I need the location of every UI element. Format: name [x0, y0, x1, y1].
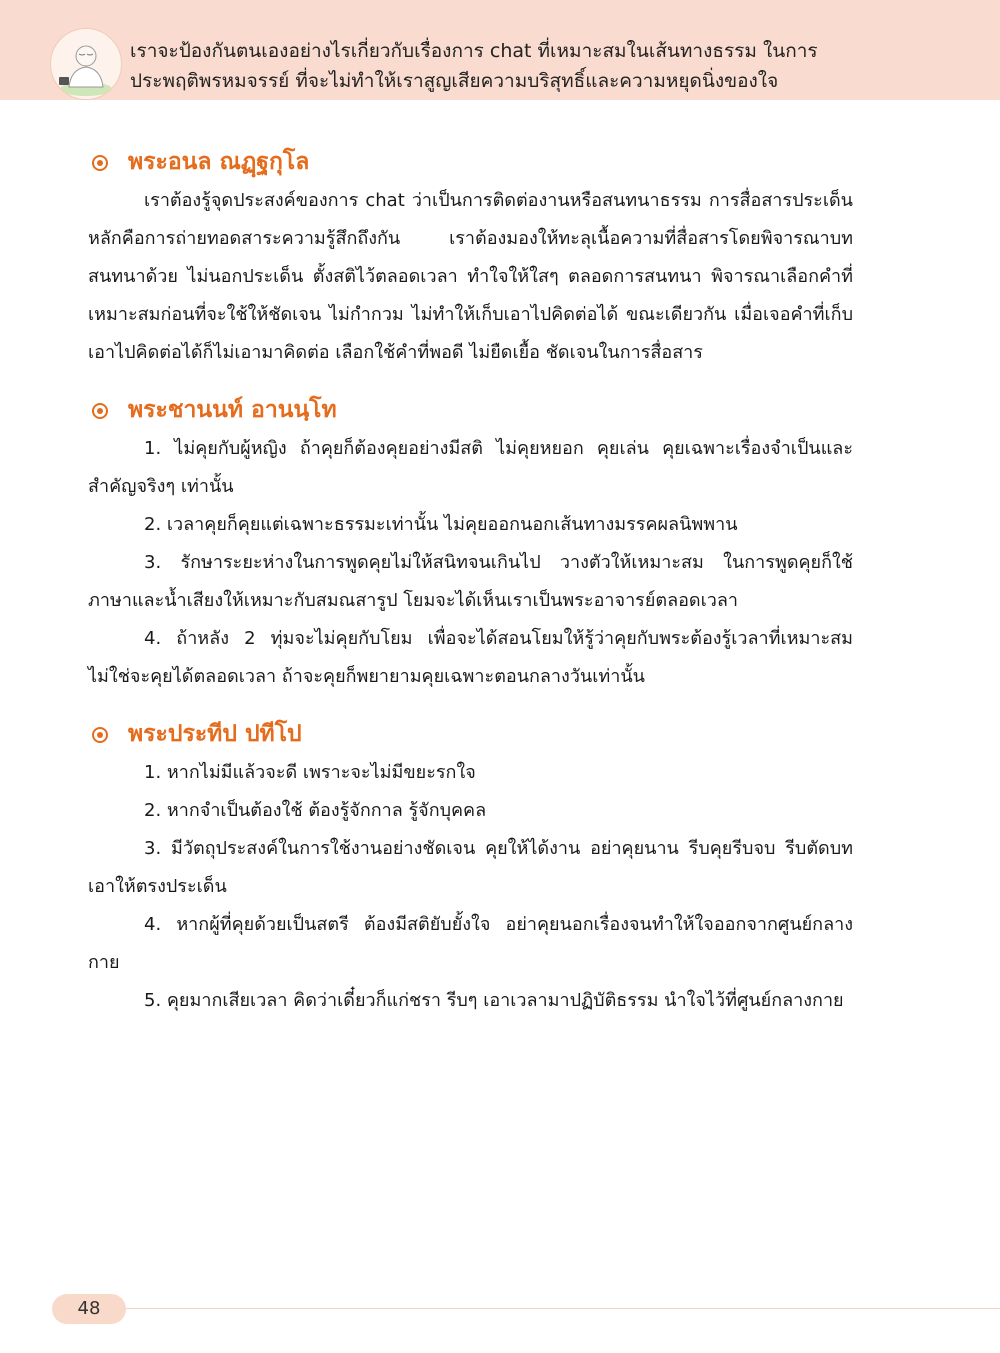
list-item: 1. หากไม่มีแล้วจะดี เพราะจะไม่มีขยะรกใจ [144, 762, 476, 783]
header-title [130, 36, 980, 96]
list-item: 4. ถ้าหลัง 2 ทุ่มจะไม่คุยกับโยม เพื่อจะได้สอนโยมให้รู้ว่าคุยกับพระต้องรู้เวลาที่เหมาะสม ไม่ใช่จะคุยได้ตลอดเวลา ถ้าจะคุยก็พยายามคุยเฉพาะตอนกลางวันเท่านั้น [88, 628, 853, 687]
section-prateep [88, 714, 853, 1020]
list-item: 5. คุยมากเสียเวลา คิดว่าเดี๋ยวก็แก่ชรา รีบๆ เอาเวลามาปฏิบัติธรรม นำใจไว้ที่ศูนย์กลางกาย [144, 990, 844, 1011]
meditating-monk-icon [50, 28, 122, 100]
section-chanon [88, 390, 853, 696]
header-title-line-1: เราจะป้องกันตนเองอย่างไรเกี่ยวกับเรื่องการ chat ที่เหมาะสมในเส้นทางธรรม ในการ [130, 40, 818, 62]
list-item: 2. เวลาคุยก็คุยแต่เฉพาะธรรมะเท่านั้น ไม่คุยออกนอกเส้นทางมรรคผลนิพพาน [144, 514, 738, 535]
footer-divider [120, 1308, 1000, 1309]
section-heading [88, 142, 853, 182]
header-title-line-2: ประพฤติพรหมจรรย์ ที่จะไม่ทำให้เราสูญเสียความบริสุทธิ์และความหยุดนิ่งของใจ [130, 70, 779, 92]
section-title: พระชานนท์ อานนฺโท [128, 397, 337, 423]
section-heading [88, 390, 853, 430]
double-circle-bullet-icon [88, 395, 118, 425]
paragraph: เราต้องรู้จุดประสงค์ของการ chat ว่าเป็นการติดต่องานหรือสนทนาธรรม การสื่อสารประเด็นหลักคือการถ่ายทอดสาระความรู้สึกถึงกัน เราต้องมองให้ทะลุเนื้อความที่สื่อสารโดยพิจารณาบทสนทนาด้วย ไม่นอกประเด็น ตั้งสติไว้ตลอดเวลา ทำใจให้ใสๆ ตลอดการสนทนา พิจารณาเลือกคำที่เหมาะสมก่อนที่จะใช้ให้ชัดเจน ไม่กำกวม ไม่ทำให้เก็บเอาไปคิดต่อได้ ขณะเดียวกัน เมื่อเจอคำที่เก็บเอาไปคิดต่อได้ก็ไม่เอามาคิดต่อ เลือกใช้คำที่พอดี ไม่ยืดเยื้อ ชัดเจนในการสื่อสาร [88, 190, 853, 363]
page-number: 48 [52, 1294, 126, 1324]
list-item: 3. มีวัตถุประสงค์ในการใช้งานอย่างชัดเจน คุยให้ได้งาน อย่าคุยนาน รีบคุยรีบจบ รีบตัดบท เอาให้ตรงประเด็น [88, 838, 853, 897]
page-header [0, 0, 1000, 100]
double-circle-bullet-icon [88, 147, 118, 177]
section-title: พระประทีป ปทีโป [128, 721, 302, 747]
section-anon [88, 142, 853, 372]
list-item: 3. รักษาระยะห่างในการพูดคุยไม่ให้สนิทจนเกินไป วางตัวให้เหมาะสม ในการพูดคุยก็ใช้ภาษาและน้ำเสียงให้เหมาะกับสมณสารูป โยมจะได้เห็นเราเป็นพระอาจารย์ตลอดเวลา [88, 552, 853, 611]
section-title: พระอนล ณฏฺฐกุโล [128, 149, 310, 175]
list-item: 4. หากผู้ที่คุยด้วยเป็นสตรี ต้องมีสติยับยั้งใจ อย่าคุยนอกเรื่องจนทำให้ใจออกจากศูนย์กลางกาย [88, 914, 853, 973]
double-circle-bullet-icon [88, 719, 118, 749]
section-heading [88, 714, 853, 754]
list-item: 1. ไม่คุยกับผู้หญิง ถ้าคุยก็ต้องคุยอย่างมีสติ ไม่คุยหยอก คุยเล่น คุยเฉพาะเรื่องจำเป็นและสำคัญจริงๆ เท่านั้น [88, 438, 853, 497]
list-item: 2. หากจำเป็นต้องใช้ ต้องรู้จักกาล รู้จักบุคคล [144, 800, 487, 821]
main-content [88, 140, 853, 1038]
